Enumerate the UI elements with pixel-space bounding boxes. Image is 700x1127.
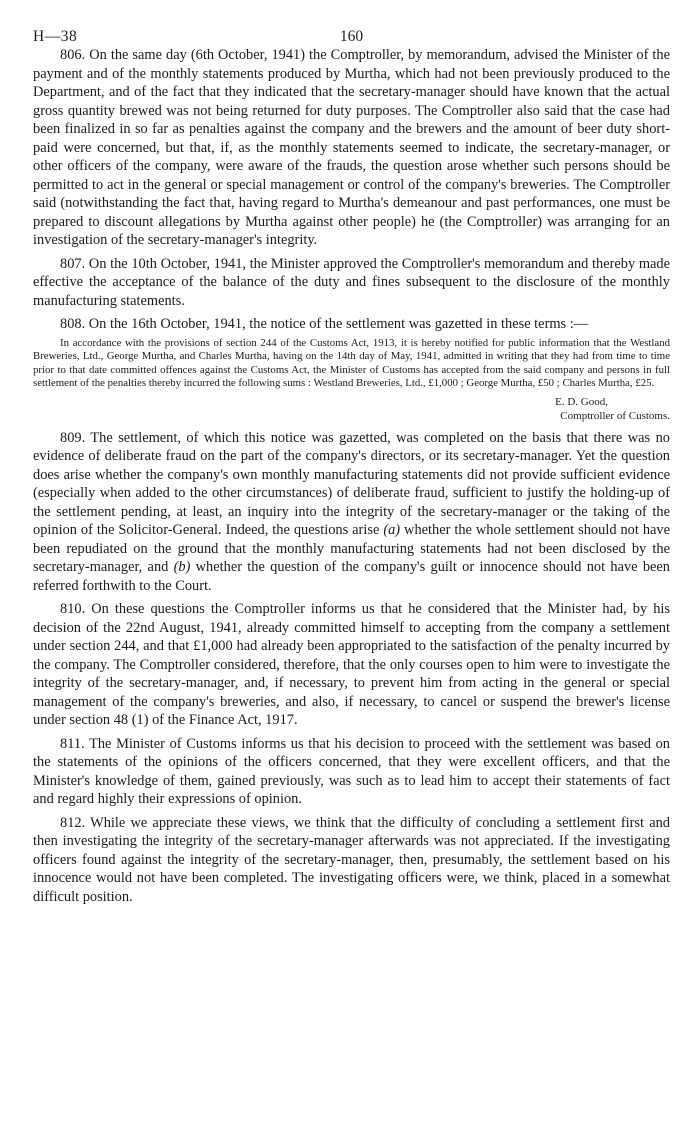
page-header (33, 0, 670, 46)
document-reference: H—38 (33, 28, 78, 45)
list-label-b: (b) (173, 559, 191, 576)
gazette-notice: In accordance with the provisions of section 244 of the Customs Act, 1913, it is hereby notified for public information that the Westland Breweries, Ltd., George Murtha, and Charles Murtha, having on the 14th day of May, 1941, admitted in writing that they had from time to time prior to that date committed offences against the Customs Act, the Minister of Customs has accepted from the said company and persons in full settlement of the penalties thereby incurred the following sums : Westland Breweries, Ltd., £1,000 ; George Murtha, £50 ; Charles Murtha, £25. (33, 336, 670, 390)
paragraph-808: 808. On the 16th October, 1941, the notice of the settlement was gazetted in these terms :— (60, 316, 589, 332)
paragraph-809 (33, 429, 670, 596)
paragraph-810: 810. On these questions the Comptroller informs us that he considered that the Minister had, by his decision of the 22nd August, 1941, already committed himself to accepting from the company a settlement under section 244, and that £1,000 had already been appropriated to the satisfaction of the penalty incurred by the company. The Comptroller considered, therefore, that the only courses open to him were to investigate the integrity of the secretary-manager, and, if necessary, to prevent him from acting in the general or special management of the company's breweries, and also, if necessary, to cancel or suspend the brewer's license under section 48 (1) of the Finance Act, 1917. (33, 601, 670, 729)
paragraph-812: 812. While we appreciate these views, we think that the difficulty of concluding a settlement first and then investigating the integrity of the secretary-manager afterwards was not appreciated. If the investigating officers found against the integrity of the secretary-manager, then, presumably, the settlement based on his innocence would not have been completed. The investigating officers were, we think, placed in a somewhat difficult position. (33, 814, 670, 905)
paragraph-809-text-c: whether the question of the company's guilt or innocence should not have been referred forthwith to the Court. (33, 559, 670, 594)
list-label-a: (a) (383, 522, 401, 539)
signature-block (33, 395, 670, 423)
paragraph-809-text-b: whether the whole settlement should not have been repudiated on the ground that the monthly manufacturing statements had not been disclosed by the secretary-manager, and (33, 522, 670, 576)
signatory-name: E. D. Good, (555, 395, 608, 408)
page-number: 160 (339, 28, 364, 45)
paragraph-806: 806. On the same day (6th October, 1941) the Comptroller, by memorandum, advised the Minister of the payment and of the monthly statements produced by Murtha, which had not been previously produced to the Department, and of the fact that they indicated that the secretary-manager should have known that the actual gross quantity brewed was not being returned for duty purposes. The Comptroller also said that the case had been finalized in so far as penalties against the company and the brewers and the amount of beer duty short-paid were concerned, but that, if, as the monthly statements seemed to indicate, the secretary-manager, or other officers of the company, were aware of the frauds, the question arose whether such persons should be permitted to act in the general or special management or control of the company's breweries. The Comptroller said (notwithstanding the fact that, having regard to Murtha's demeanour and past performances, one must be prepared to discount allegations by Murtha against other people) he (the Comptroller) was arranging for an investigation of the secretary-manager's integrity. (33, 47, 670, 248)
paragraph-811: 811. The Minister of Customs informs us that his decision to proceed with the settlement was based on the statements of the opinions of the officers concerned, that they were excellent officers, and that the Minister's knowledge of them, gained previously, was such as to lead him to accept their statements of fact and regard highly their expressions of opinion. (33, 735, 670, 808)
signatory-title: Comptroller of Customs. (560, 409, 670, 422)
paragraph-809-text-a: 809. The settlement, of which this notice was gazetted, was completed on the basis that there was no evidence of deliberate fraud on the part of the company's directors, or its secretary-manager. Yet the question does arise whether the company's own monthly manufacturing statements did not provide sufficient evidence (especially when added to the other circumstances) of deliberate fraud, sufficient to justify the holding-up of the settlement pending, at least, an inquiry into the integrity of the secretary-manager or the taking of the opinion of the Solicitor-General. Indeed, the questions arise (33, 429, 670, 539)
paragraph-807: 807. On the 10th October, 1941, the Minister approved the Comptroller's memorandum and thereby made effective the acceptance of the balance of the duty and fines subsequent to the disclosure of the monthly manufacturing statements. (33, 255, 670, 309)
